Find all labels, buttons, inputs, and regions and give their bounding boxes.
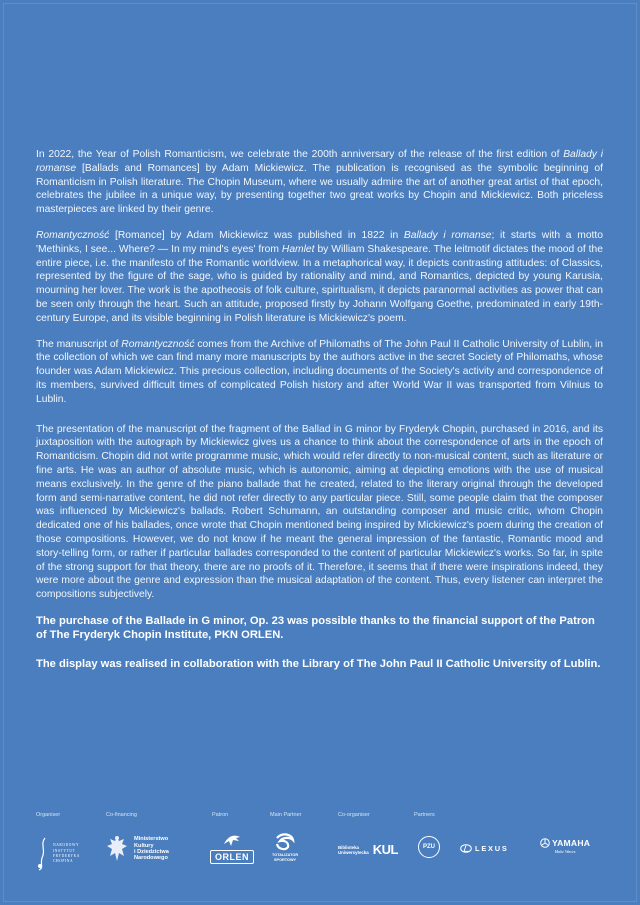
text: [Romance] by Adam Mickiewicz was published in 1822 in: [109, 229, 404, 241]
totalizator-swirl-icon: [274, 832, 296, 852]
pzu-logo: [418, 836, 440, 858]
yamaha-wordmark: YAMAHA: [552, 838, 591, 848]
kul-wordmark: KUL: [372, 842, 398, 857]
sponsor-roles: [36, 812, 603, 826]
totalizator-logo: [272, 832, 298, 862]
totalizator-line: TOTALIZATOR: [272, 853, 299, 857]
totalizator-line: SPORTOWY: [274, 857, 297, 862]
yamaha-tagline: Make Waves: [554, 849, 576, 854]
nifc-signature-icon: [36, 836, 50, 872]
title-ballady: Ballady i romanse: [403, 229, 492, 241]
kul-library-logo: [338, 842, 398, 857]
sponsor-logos: [36, 826, 603, 884]
nifc-line: CHOPINA: [53, 859, 74, 864]
paragraph-intro: [36, 148, 603, 217]
collaboration-note: The display was realised in collaboration with the Library of The John Paul II Catholic University of Lublin.: [36, 657, 601, 670]
text: [Ballads and Romances] by Adam Mickiewicz. The publication is recognised as the symbolic beginning of Romanticism in Polish literature. The Chopin Museum, where we usually admire the art of another great artist of that epoch, celebrates the jubilee in a unique way, by presenting together two great works by Chopin and Mickiewicz. Both priceless masterpieces are linked by their genre.: [36, 162, 603, 216]
ministry-line: i Dziedzictwa: [134, 849, 169, 855]
yamaha-tuning-forks-icon: [540, 838, 550, 848]
main-text: [36, 148, 603, 681]
yamaha-logo: [540, 838, 590, 854]
ministry-line: Ministerstwo: [134, 836, 169, 843]
pzu-badge: PZU: [418, 836, 440, 858]
title-ballady: Ballady i romanse: [36, 149, 603, 174]
text: ; it starts with a motto 'Methinks, I see... Where? — In my mind's eyes' from: [36, 229, 603, 255]
nifc-line: NARODOWY: [53, 843, 80, 848]
role-cofinancing: Co-financing: [106, 812, 137, 818]
kul-library-line: Biblioteka: [338, 844, 359, 850]
text: by William Shakespeare. The leitmotif dictates the mood of the entire piece, i.e. the manifesto of the Romantic worldview. In a metaphorical way, it depicts contrasting attitudes: of Classics, represented by the figure of the sage, who is guided by rationality and mind, and Romantics, depicted by young Karusia, mourning her lover. The work is the apotheosis of folk culture, spiritualism, it depicts paranormal activities as power that can be seen only through the heart. Such an attitude, proposed firstly by Johann Wolfgang Goethe, predominated in early 19th-century Europe, and its visible beginning in Polish literature is Mickiewicz's poem.: [36, 243, 603, 324]
text: comes from the Archive of Philomaths of The John Paul II Catholic University of Lublin, in the collection of which we can find many more manuscripts by the authors active in the secret Society of Philomaths, whose founder was Adam Mickiewicz. This precious collection, including documents of the Society's activity and correspondence of its members, survived difficult times of complicated Polish history and after World War II was transported from Vilnius to Lublin.: [36, 338, 603, 405]
text: In 2022, the Year of Polish Romanticism, we celebrate the 200th anniversary of the release of the first edition of: [36, 149, 564, 160]
paragraph-ballade: The presentation of the manuscript of the fragment of the Ballad in G minor by Fryderyk Chopin, purchased in 2016, and its juxtaposition with the autograph by Mickiewicz gives us a chance to think about the correspondence of arts in the epoch of Romanticism. Chopin did not write programme music, which would refer directly to non-musical content, such as literature or fine arts. He was an author of absolute music, which is autonomic, aiming at depicting emotions with the use of musical means exclusively. In the genre of the piano ballade that he created, related to the literary original through the developed form and semi-narrative content, he did not refer directly to any particular piece. Still, some people claim that the composer was influenced by Mickiewicz's ballads. Robert Schumann, an outstanding composer and music critic, whom Chopin dedicated one of his ballades, once wrote that Chopin mentioned being inspired by Mickiewicz's poem during the creation of those compositions. However, we do not know if he meant the general impression of the fantastic, Romantic mood and story-telling form, or rather if particular ballades corresponded to the content of particular Mickiewicz's works. So far, in spite of the strong support for that theory, there are no proofs of it. Therefore, it seems that if there were inspirations indeed, they were more about the genre and expression than the musical adaptation of the content. Thus, every listener can interpret the compositions subjectively.: [36, 423, 603, 601]
nifc-logo: [36, 836, 80, 872]
role-coorganiser: Co-organiser: [338, 812, 370, 818]
eagle-emblem-icon: [106, 834, 128, 864]
title-romantycznosc: Romantyczność: [121, 338, 195, 350]
support-note: The purchase of the Ballade in G minor, Op. 23 was possible thanks to the financial support of the Patron of The Fryderyk Chopin Institute, PKN ORLEN.: [36, 614, 595, 642]
lexus-logo: [460, 844, 509, 853]
orlen-logo: [210, 832, 254, 864]
orlen-eagle-icon: [221, 832, 243, 848]
kul-library-line: Uniwersytecka: [338, 849, 369, 855]
role-patron: Patron: [212, 812, 229, 818]
orlen-wordmark: ORLEN: [210, 850, 254, 864]
title-hamlet: Hamlet: [281, 243, 315, 255]
nifc-line: FRYDERYKA: [53, 854, 80, 858]
lexus-emblem-icon: [460, 844, 472, 853]
sponsor-footer: [36, 812, 603, 884]
nifc-line: INSTYTUT: [53, 848, 76, 853]
lexus-wordmark: LEXUS: [475, 844, 509, 853]
role-partners: Partners: [414, 812, 435, 818]
paragraph-romantycznosc: [36, 229, 603, 326]
ministry-logo: [106, 834, 169, 864]
title-romantycznosc: Romantyczność: [36, 229, 110, 241]
paragraph-manuscript: [36, 338, 603, 407]
ministry-line: Kultury: [134, 842, 154, 849]
role-organiser: Organiser: [36, 812, 61, 818]
role-main-partner: Main Partner: [270, 812, 302, 818]
ministry-line: Narodowego: [134, 855, 168, 862]
text: The manuscript of: [36, 338, 122, 350]
